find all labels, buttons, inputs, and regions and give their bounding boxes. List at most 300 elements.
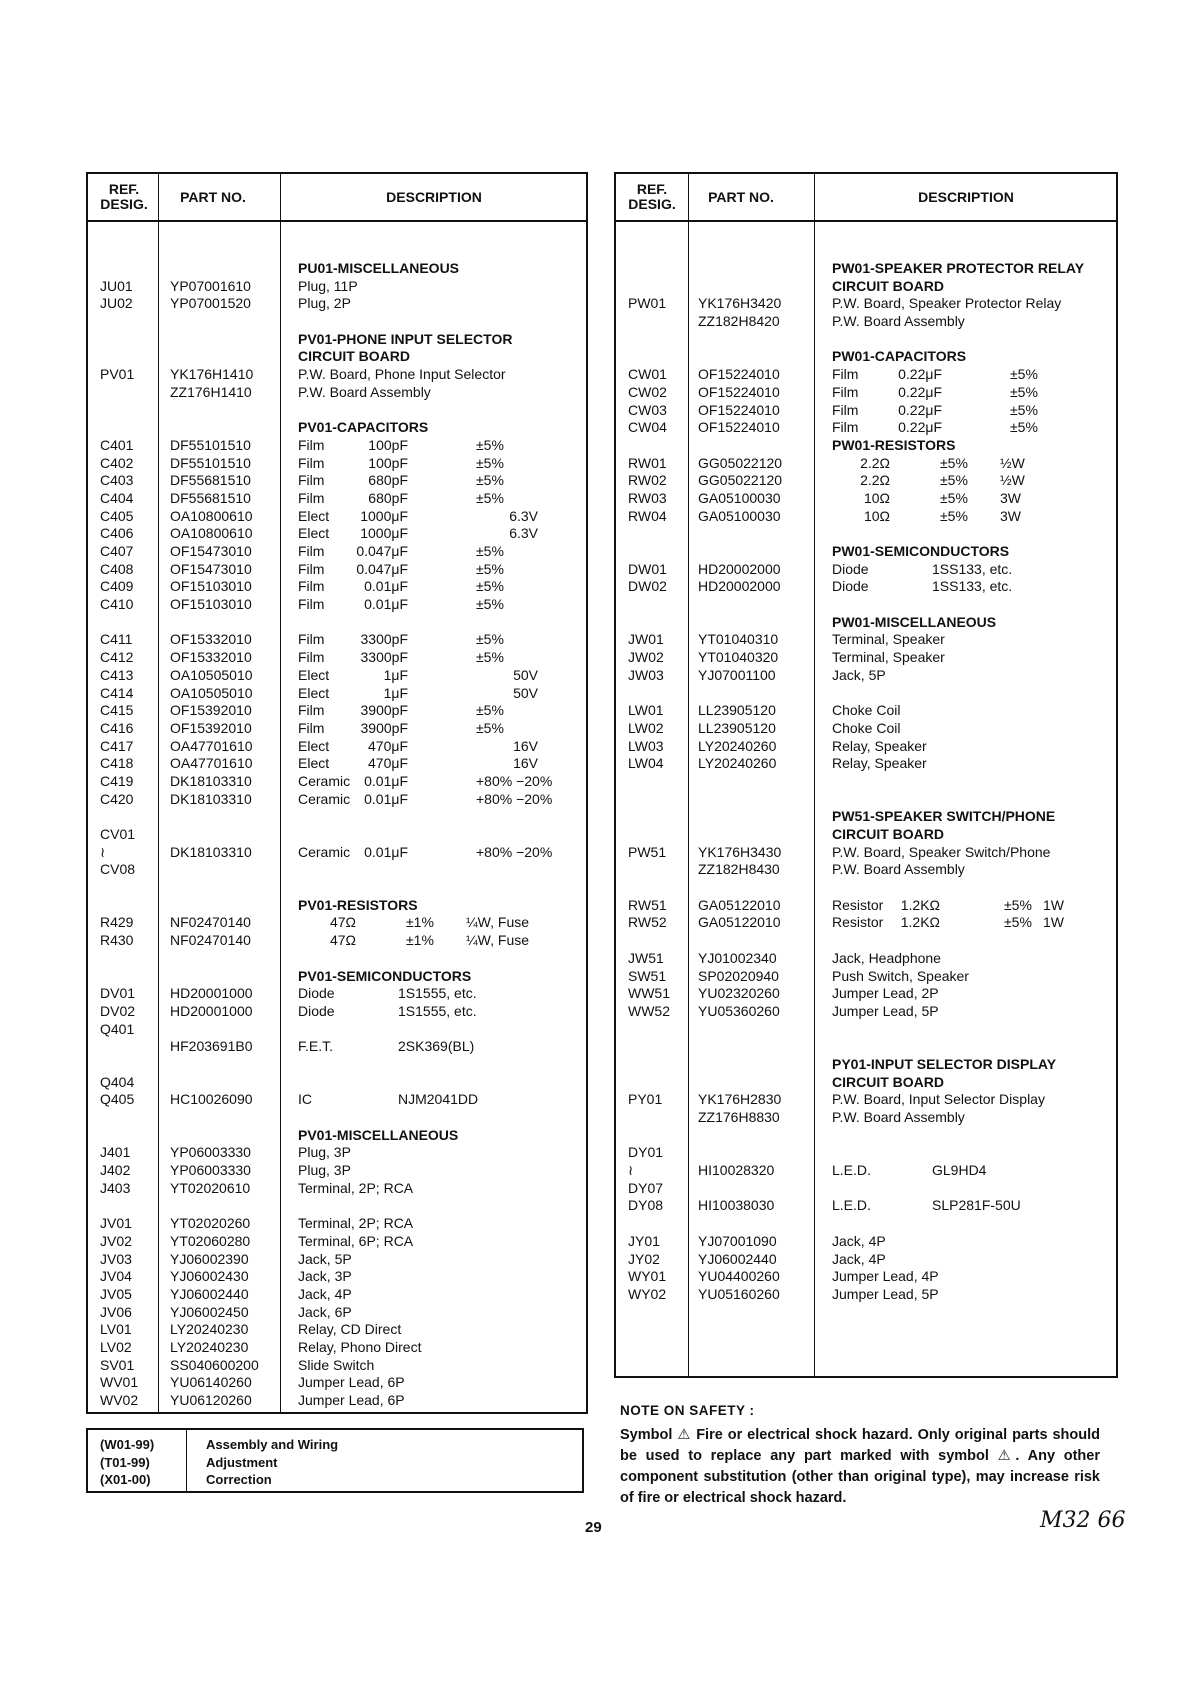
- spec-value: 1SS133, etc.: [932, 560, 1013, 577]
- handwritten-mark: M32 66: [1040, 1508, 1126, 1533]
- ref-desig: PW51: [628, 843, 667, 860]
- table-row: [88, 525, 586, 543]
- table-row: [88, 914, 586, 932]
- spec-value: ±5%: [1010, 383, 1038, 400]
- ref-desig: C402: [100, 454, 134, 471]
- ref-desig: CW02: [628, 383, 667, 400]
- table-row: [88, 631, 586, 649]
- part-number: YT02060280: [170, 1232, 251, 1249]
- table-row: [88, 861, 586, 879]
- description: P.W. Board Assembly: [832, 861, 965, 878]
- part-number: OF15224010: [698, 383, 780, 400]
- table-row: [88, 826, 586, 844]
- section-heading-row: [88, 1127, 586, 1145]
- description: Elect: [298, 684, 330, 701]
- description: Film: [298, 489, 325, 506]
- ref-desig: JW51: [628, 949, 664, 966]
- part-number: YT02020260: [170, 1215, 251, 1232]
- table-row: [88, 1021, 586, 1039]
- part-number: DK18103310: [170, 790, 252, 807]
- ref-desig: C416: [100, 719, 134, 736]
- table-row: [616, 561, 1116, 579]
- spec-value: 2.2Ω: [860, 454, 890, 471]
- part-number: OF15103010: [170, 596, 252, 613]
- ref-desig: ≀: [628, 1162, 634, 1179]
- ref-desig: DW02: [628, 578, 667, 595]
- part-number: ZZ176H1410: [170, 383, 252, 400]
- description: F.E.T.: [298, 1038, 334, 1055]
- description: Ceramic: [298, 790, 351, 807]
- part-number: HD20001000: [170, 985, 253, 1002]
- spec-value: 0.22μF: [898, 401, 942, 418]
- ref-desig: JU02: [100, 295, 133, 312]
- table-row: [616, 1180, 1116, 1198]
- ref-desig: C414: [100, 684, 134, 701]
- spec-value: ±5%: [476, 560, 504, 577]
- legend-code: (X01-00): [100, 1472, 151, 1487]
- table-row: [88, 313, 586, 331]
- part-number: DK18103310: [170, 772, 252, 789]
- ref-desig: Q401: [100, 1020, 135, 1037]
- ref-desig: C405: [100, 507, 134, 524]
- table-row: [88, 1144, 586, 1162]
- ref-desig: DY08: [628, 1197, 664, 1214]
- header-ref-desig: REF. DESIG.: [628, 181, 676, 212]
- table-row: [616, 844, 1116, 862]
- part-number: LY20240260: [698, 755, 777, 772]
- description: Diode: [832, 560, 869, 577]
- description: Jumper Lead, 6P: [298, 1392, 405, 1408]
- ref-desig: C403: [100, 472, 134, 489]
- description: P.W. Board, Speaker Switch/Phone: [832, 843, 1051, 860]
- table-row: [88, 490, 586, 508]
- legend-code: (W01-99): [100, 1437, 155, 1452]
- ref-desig: LW02: [628, 719, 664, 736]
- table-row: [616, 384, 1116, 402]
- part-number: GG05022120: [698, 454, 783, 471]
- section-heading-row: [88, 897, 586, 915]
- section-heading-row: [616, 278, 1116, 296]
- ref-desig: R430: [100, 932, 134, 949]
- safety-note: [620, 1400, 1100, 1509]
- description: Film: [298, 596, 325, 613]
- description: Terminal, 2P; RCA: [298, 1179, 414, 1196]
- spec-value: +80% −20%: [476, 790, 553, 807]
- table-row: [616, 455, 1116, 473]
- ref-desig: C404: [100, 489, 134, 506]
- description: Jumper Lead, 2P: [832, 985, 939, 1002]
- table-row: [88, 561, 586, 579]
- ref-desig: PV01: [100, 366, 135, 383]
- part-number: OF15224010: [698, 366, 780, 383]
- section-heading: PY01-INPUT SELECTOR DISPLAY: [832, 1055, 1057, 1072]
- part-number: OF15332010: [170, 649, 252, 666]
- section-heading-row: [616, 1074, 1116, 1092]
- spec-value: 16V: [513, 755, 538, 772]
- description: Plug, 11P: [298, 277, 358, 294]
- table-row: [616, 685, 1116, 703]
- table-row: [616, 950, 1116, 968]
- ref-desig: Q404: [100, 1073, 135, 1090]
- part-number: OA10800610: [170, 507, 253, 524]
- table-row: [88, 366, 586, 384]
- ref-desig: WV01: [100, 1374, 139, 1391]
- table-row: [616, 1144, 1116, 1162]
- spec-value: 1S1555, etc.: [398, 1002, 477, 1019]
- spec-value: 0.22μF: [898, 366, 942, 383]
- ref-desig: JV06: [100, 1303, 132, 1320]
- description: Elect: [298, 666, 330, 683]
- part-number: HI10028320: [698, 1162, 775, 1179]
- spec-value: 3300pF: [360, 631, 408, 648]
- spec-value: ½W: [1000, 472, 1025, 489]
- table-row: [616, 525, 1116, 543]
- description: Film: [298, 560, 325, 577]
- ref-desig: JY01: [628, 1232, 660, 1249]
- spec-value: ±1%: [406, 914, 434, 931]
- part-number: ZZ182H8430: [698, 861, 780, 878]
- part-number: YT01040320: [698, 649, 779, 666]
- part-number: LL23905120: [698, 719, 776, 736]
- table-row: [88, 384, 586, 402]
- table-row: [616, 1286, 1116, 1304]
- part-number: DK18103310: [170, 843, 252, 860]
- ref-desig: C411: [100, 631, 133, 648]
- ref-desig: J402: [100, 1162, 131, 1179]
- ref-desig: RW03: [628, 489, 667, 506]
- part-number: HI10038030: [698, 1197, 775, 1214]
- part-number: YJ06002440: [170, 1285, 249, 1302]
- header-description: DESCRIPTION: [386, 188, 482, 205]
- description: Relay, Speaker: [832, 755, 927, 772]
- spec-value: 0.01μF: [364, 578, 408, 595]
- table-row: [88, 1339, 586, 1357]
- ref-desig: JV02: [100, 1232, 132, 1249]
- spec-value: 100pF: [368, 436, 408, 453]
- part-number: HD20002000: [698, 560, 781, 577]
- right-table-rows: [616, 260, 1116, 1304]
- spec-value: ±5%: [940, 489, 968, 506]
- table-row: [88, 437, 586, 455]
- ref-desig: JV04: [100, 1268, 132, 1285]
- ref-desig: C408: [100, 560, 134, 577]
- spec-value: 10Ω: [863, 489, 890, 506]
- table-row: [88, 702, 586, 720]
- part-number: YP07001610: [170, 277, 251, 294]
- description: Elect: [298, 507, 330, 524]
- table-row: [616, 649, 1116, 667]
- part-number: YU06120260: [170, 1392, 252, 1408]
- spec-value: ±5%: [476, 436, 504, 453]
- table-row: [88, 950, 586, 968]
- spec-value: ±5%: [940, 454, 968, 471]
- table-row: [616, 720, 1116, 738]
- section-heading-row: [88, 331, 586, 349]
- section-heading-row: [88, 348, 586, 366]
- table-row: [616, 295, 1116, 313]
- part-number: YU04400260: [698, 1268, 780, 1285]
- section-heading-row: [616, 348, 1116, 366]
- section-heading: CIRCUIT BOARD: [832, 277, 944, 294]
- section-heading: PV01-RESISTORS: [298, 896, 418, 913]
- spec-value: 100pF: [368, 454, 408, 471]
- table-row: [616, 985, 1116, 1003]
- spec-value: ±5%: [476, 719, 504, 736]
- table-row: [88, 1233, 586, 1251]
- description: Diode: [298, 1002, 335, 1019]
- table-row: [88, 295, 586, 313]
- part-number: OF15103010: [170, 578, 252, 595]
- table-row: [616, 773, 1116, 791]
- spec-value: ¼W, Fuse: [466, 932, 530, 949]
- ref-desig: JV01: [100, 1215, 132, 1232]
- spec-value: 0.01μF: [364, 790, 408, 807]
- spec-value: 0.22μF: [898, 419, 942, 436]
- table-row: [88, 720, 586, 738]
- description: Jumper Lead, 5P: [832, 1285, 939, 1302]
- description: Terminal, Speaker: [832, 631, 945, 648]
- spec-value: ±5%: [476, 489, 504, 506]
- description: Jack, 3P: [298, 1268, 352, 1285]
- description: Film: [298, 578, 325, 595]
- part-number: YK176H2830: [698, 1091, 782, 1108]
- spec-value: 1SS133, etc.: [932, 578, 1013, 595]
- table-row: [88, 1109, 586, 1127]
- ref-desig: C401: [100, 436, 134, 453]
- spec-value: ±5%: [476, 649, 504, 666]
- table-row: [88, 1321, 586, 1339]
- table-row: [616, 366, 1116, 384]
- ref-desig: DY07: [628, 1179, 664, 1196]
- description: Choke Coil: [832, 719, 901, 736]
- spec-value: 680pF: [368, 489, 408, 506]
- table-row: [616, 1127, 1116, 1145]
- table-row: [616, 1233, 1116, 1251]
- part-number: LY20240230: [170, 1338, 249, 1355]
- part-number: NF02470140: [170, 932, 251, 949]
- table-row: [616, 1109, 1116, 1127]
- part-number: OF15332010: [170, 631, 252, 648]
- part-number: HC10026090: [170, 1091, 253, 1108]
- table-row: [616, 702, 1116, 720]
- table-row: [88, 1162, 586, 1180]
- spec-value: 16V: [513, 737, 538, 754]
- part-number: SS040600200: [170, 1356, 259, 1373]
- legend-text: Adjustment: [206, 1454, 278, 1470]
- spec-value: ±5%: [940, 472, 968, 489]
- table-row: [88, 1286, 586, 1304]
- description: Plug, 3P: [298, 1144, 351, 1161]
- spec-value: 1000μF: [360, 507, 408, 524]
- table-row: [616, 1003, 1116, 1021]
- table-row: [88, 278, 586, 296]
- table-row: [88, 685, 586, 703]
- spec-value: 1S1555, etc.: [398, 985, 477, 1002]
- description: Plug, 3P: [298, 1162, 351, 1179]
- ref-desig: SV01: [100, 1356, 135, 1373]
- ref-desig: J403: [100, 1179, 131, 1196]
- description: Resistor: [832, 914, 884, 931]
- ref-desig: WW52: [628, 1002, 670, 1019]
- table-row: [88, 844, 586, 862]
- table-row: [88, 1268, 586, 1286]
- part-number: LY20240230: [170, 1321, 249, 1338]
- spec-value: ±5%: [476, 472, 504, 489]
- section-heading: PV01-SEMICONDUCTORS: [298, 967, 472, 984]
- part-number: YP07001520: [170, 295, 251, 312]
- table-row: [616, 419, 1116, 437]
- table-row: [616, 508, 1116, 526]
- section-heading-row: [616, 260, 1116, 278]
- section-heading: PW01-CAPACITORS: [832, 348, 967, 365]
- header-part-no: PART NO.: [180, 188, 246, 205]
- spec-value: ±5%: [1010, 366, 1038, 383]
- ref-desig: LW04: [628, 755, 664, 772]
- section-heading-row: [88, 260, 586, 278]
- table-header: [616, 174, 1116, 222]
- section-heading-row: [616, 808, 1116, 826]
- ref-desig: RW01: [628, 454, 667, 471]
- section-heading: PW01-MISCELLANEOUS: [832, 613, 997, 630]
- part-number: OA10505010: [170, 684, 253, 701]
- table-row: [88, 667, 586, 685]
- spec-value: 0.01μF: [364, 772, 408, 789]
- ref-desig: JW03: [628, 666, 664, 683]
- ref-desig: RW52: [628, 914, 667, 931]
- section-heading: PW01-SPEAKER PROTECTOR RELAY: [832, 260, 1085, 276]
- ref-desig: PW01: [628, 295, 667, 312]
- description: Jack, Headphone: [832, 949, 941, 966]
- ref-desig: LW01: [628, 702, 664, 719]
- ref-desig: C417: [100, 737, 134, 754]
- ref-desig: CV01: [100, 826, 136, 842]
- part-number: OF15473010: [170, 543, 252, 559]
- table-row: [616, 932, 1116, 950]
- description: P.W. Board, Input Selector Display: [832, 1091, 1045, 1108]
- spec-value: ±5%: [476, 631, 504, 648]
- description: Elect: [298, 737, 330, 754]
- part-number: HD20002000: [698, 578, 781, 595]
- description: P.W. Board, Phone Input Selector: [298, 366, 506, 383]
- table-row: [88, 455, 586, 473]
- table-row: [88, 791, 586, 809]
- description: P.W. Board Assembly: [832, 313, 965, 330]
- part-number: DF55681510: [170, 489, 251, 506]
- section-heading-row: [616, 614, 1116, 632]
- spec-value: +80% −20%: [476, 843, 553, 860]
- table-row: [88, 1251, 586, 1269]
- spec-value: 470μF: [368, 755, 408, 772]
- description: Slide Switch: [298, 1356, 375, 1373]
- part-number: YP06003330: [170, 1144, 251, 1161]
- ref-desig: JV05: [100, 1285, 132, 1302]
- revision-legend: [86, 1428, 584, 1493]
- ref-desig: WV02: [100, 1392, 139, 1408]
- section-heading-row: [616, 437, 1116, 455]
- section-heading: PW01-SEMICONDUCTORS: [832, 543, 1010, 559]
- table-row: [88, 1180, 586, 1198]
- ref-desig: DW01: [628, 560, 667, 577]
- part-number: SP02020940: [698, 967, 779, 984]
- table-row: [616, 914, 1116, 932]
- ref-desig: C413: [100, 666, 134, 683]
- table-row: [616, 879, 1116, 897]
- table-row: [88, 1056, 586, 1074]
- table-row: [88, 1374, 586, 1392]
- description: Film: [832, 383, 859, 400]
- table-row: [88, 508, 586, 526]
- table-row: [88, 1197, 586, 1215]
- section-heading: PV01-PHONE INPUT SELECTOR: [298, 330, 513, 347]
- table-row: [88, 773, 586, 791]
- description: Film: [298, 631, 325, 648]
- ref-desig: C409: [100, 578, 134, 595]
- section-heading: PV01-CAPACITORS: [298, 419, 429, 436]
- ref-desig: LW03: [628, 737, 664, 754]
- table-row: [616, 897, 1116, 915]
- spec-value: 3W: [1000, 489, 1021, 506]
- description: Film: [832, 419, 859, 436]
- table-row: [88, 1091, 586, 1109]
- description: Elect: [298, 755, 330, 772]
- description: Relay, Phono Direct: [298, 1338, 422, 1355]
- description: Choke Coil: [832, 702, 901, 719]
- table-row: [88, 1357, 586, 1375]
- ref-desig: R429: [100, 914, 134, 931]
- description: Ceramic: [298, 843, 351, 860]
- table-row: [88, 1392, 586, 1410]
- ref-desig: CV08: [100, 861, 136, 878]
- spec-value: 6.3V: [509, 507, 538, 524]
- ref-desig: C420: [100, 790, 134, 807]
- table-row: [616, 861, 1116, 879]
- table-row: [616, 968, 1116, 986]
- spec-value: 3900pF: [360, 719, 408, 736]
- description: Film: [298, 454, 325, 471]
- description: Film: [298, 719, 325, 736]
- table-row: [616, 791, 1116, 809]
- table-row: [616, 1197, 1116, 1215]
- ref-desig: C406: [100, 525, 134, 542]
- table-row: [88, 755, 586, 773]
- ref-desig: C415: [100, 702, 134, 719]
- description: Jack, 5P: [298, 1250, 352, 1267]
- part-number: YU05360260: [698, 1002, 780, 1019]
- spec-value: 1μF: [383, 666, 408, 683]
- spec-value: 3W: [1000, 507, 1021, 524]
- section-heading-row: [616, 826, 1116, 844]
- part-number: OA47701610: [170, 737, 253, 754]
- part-number: GG05022120: [698, 472, 783, 489]
- description: Jumper Lead, 4P: [832, 1268, 939, 1285]
- ref-desig: DV02: [100, 1002, 136, 1019]
- ref-desig: DV01: [100, 985, 136, 1002]
- description: Film: [832, 366, 859, 383]
- spec-value: 1W: [1043, 896, 1064, 913]
- table-row: [616, 402, 1116, 420]
- legend-text: Correction: [206, 1472, 272, 1487]
- spec-value: GL9HD4: [932, 1162, 987, 1179]
- ref-desig: WW51: [628, 985, 670, 1002]
- spec-value: 1μF: [383, 684, 408, 701]
- spec-value: ¼W, Fuse: [466, 914, 530, 931]
- part-number: YK176H3430: [698, 843, 782, 860]
- section-heading-row: [88, 968, 586, 986]
- description: Film: [298, 436, 325, 453]
- description: Jack, 6P: [298, 1303, 352, 1320]
- spec-value: 0.047μF: [356, 543, 408, 559]
- part-number: OA47701610: [170, 755, 253, 772]
